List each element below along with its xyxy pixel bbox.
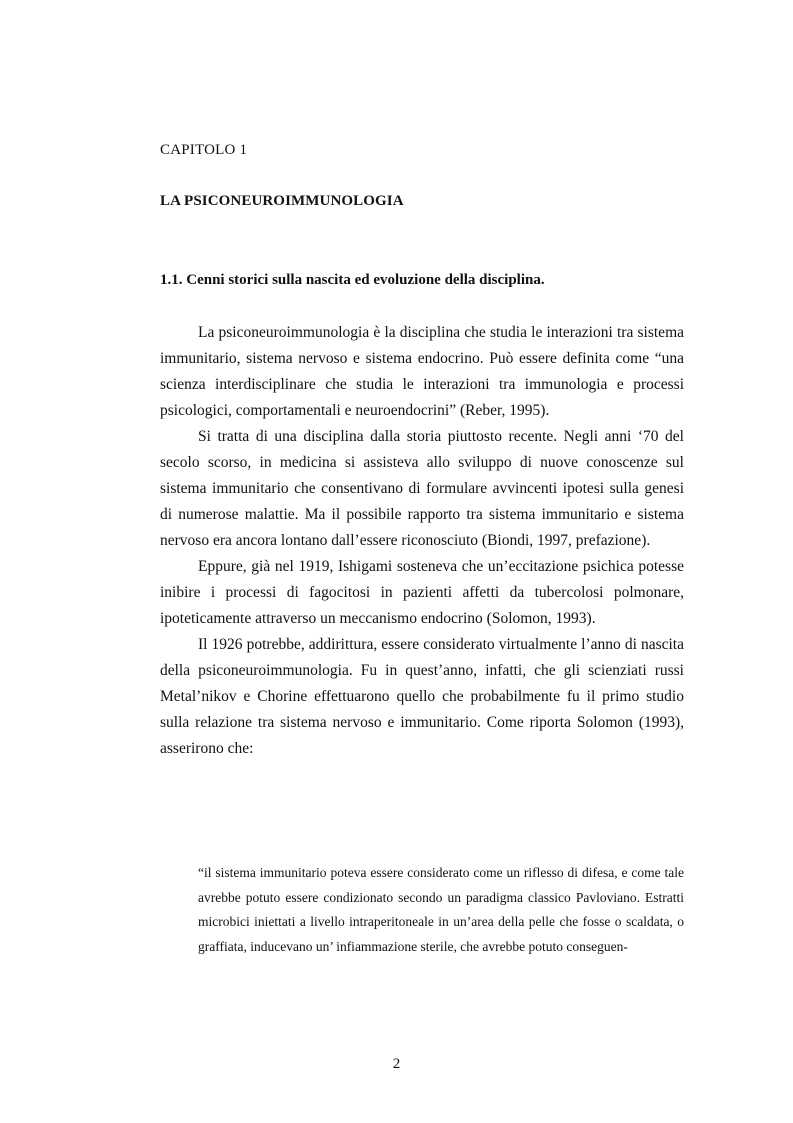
paragraph: Eppure, già nel 1919, Ishigami sosteneva che un’eccitazione psichica potesse inibire i processi di fagocitosi in pazienti affetti da tubercolosi polmonare, ipoteticamente attraverso un meccanismo endocrino (Solomon, 1993). — [160, 558, 684, 627]
paragraph: La psiconeuroimmunologia è la disciplina che studia le interazioni tra sistema immunitario, sistema nervoso e sistema endocrino. Può essere definita come “una scienza interdisciplinare che studia le interazioni tra immunologia e processi psicologici, comportamentali e neuroendocrini” (Reber, 1995). — [160, 324, 684, 419]
section-heading: 1.1. Cenni storici sulla nascita ed evoluzione della disciplina. — [160, 272, 545, 288]
chapter-title: LA PSICONEUROIMMUNOLOGIA — [160, 193, 404, 209]
block-quote: “il sistema immunitario poteva essere considerato come un riflesso di difesa, e come tale avrebbe potuto essere condizionato secondo un paradigma classico Pavloviano. Estratti microbici iniettati a livello intraperitoneale in un’area della pelle che fosse o scaldata, o graffiata, inducevano un’ infiammazione sterile, che avrebbe potuto conseguen- — [198, 865, 684, 954]
paragraph: Il 1926 potrebbe, addirittura, essere considerato virtualmente l’anno di nascita della psiconeuroimmunologia. Fu in quest’anno, infatti, che gli scienziati russi Metal’nikov e Chorine effettuarono quello che probabilmente fu il primo studio sulla relazione tra sistema nervoso e immunitario. Come riporta Solomon (1993), asserirono che: — [160, 636, 684, 757]
page-number: 2 — [392, 1056, 401, 1072]
chapter-label: CAPITOLO 1 — [160, 142, 248, 158]
body-text — [160, 320, 684, 762]
paragraph: Si tratta di una disciplina dalla storia piuttosto recente. Negli anni ‘70 del secolo scorso, in medicina si assisteva allo sviluppo di nuove conoscenze sul sistema immunitario che consentivano di formulare avvincenti ipotesi sulla genesi di numerose malattie. Ma il possibile rapporto tra sistema immunitario e sistema nervoso era ancora lontano dall’essere riconosciuto (Biondi, 1997, prefazione). — [160, 428, 684, 549]
